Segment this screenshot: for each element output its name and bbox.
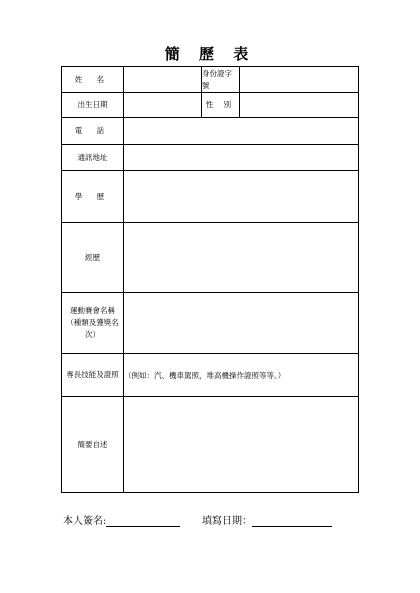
id-number-label: 身份證字號 (202, 67, 240, 93)
fill-date-line[interactable] (252, 515, 332, 527)
signature-row (63, 512, 180, 527)
education-field[interactable] (124, 171, 359, 223)
signature-line[interactable] (106, 515, 180, 527)
phone-label: 電 話 (62, 118, 124, 145)
gender-field[interactable] (240, 93, 359, 118)
phone-field[interactable] (124, 118, 359, 145)
skills-hint: （例如：汽、機車駕照，堆高機操作證照等等。） (124, 370, 286, 380)
birth-date-label: 出生日期 (62, 93, 124, 118)
id-number-field[interactable] (240, 67, 359, 93)
skills-field[interactable] (124, 354, 359, 397)
address-field[interactable] (124, 145, 359, 171)
birth-date-field[interactable] (124, 93, 202, 118)
gender-label: 性 別 (202, 93, 240, 118)
resume-form (61, 66, 359, 493)
experience-field[interactable] (124, 223, 359, 293)
name-label: 姓 名 (62, 67, 124, 93)
signature-label: 本人簽名: (63, 516, 107, 527)
name-field[interactable] (124, 67, 202, 93)
sports-events-label: 運動賽會名稱（種類及獲獎名次） (62, 293, 124, 354)
education-label: 學 歷 (62, 171, 124, 223)
self-intro-field[interactable] (124, 397, 359, 493)
fill-date-label: 填寫日期： (202, 516, 252, 527)
self-intro-label: 簡要自述 (62, 397, 124, 493)
document-title: 簡 歷 表 (164, 45, 256, 63)
experience-label: 經歷 (62, 223, 124, 293)
address-label: 通訊地址 (62, 145, 124, 171)
skills-label: 專長技能及證照 (62, 354, 124, 397)
fill-date-row (202, 512, 332, 527)
sports-events-field[interactable] (124, 293, 359, 354)
